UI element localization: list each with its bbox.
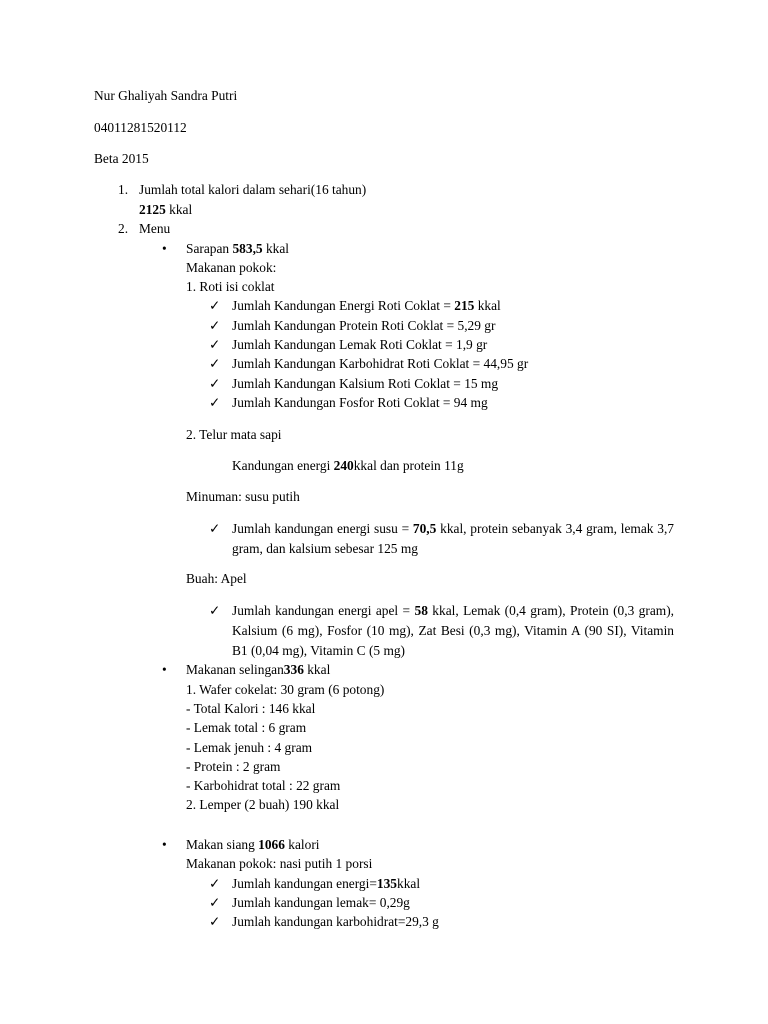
selingan-line: - Protein : 2 gram bbox=[186, 759, 281, 774]
check-icon: ✓ bbox=[209, 603, 221, 618]
susu-detail: Jumlah kandungan energi susu = 70,5 kkal, protein sebanyak 3,4 gram, lemak 3,7 gram, dan kalsium sebesar 125 mg bbox=[232, 521, 674, 556]
list-number: 2. bbox=[118, 221, 129, 236]
list-number: 1. bbox=[118, 182, 129, 197]
telur-detail: Kandungan energi 240kkal dan protein 11g bbox=[232, 458, 464, 473]
minuman-title: Minuman: susu putih bbox=[186, 489, 300, 504]
check-icon: ✓ bbox=[209, 895, 221, 910]
apel-detail: Jumlah kandungan energi apel = 58 kkal, Lemak (0,4 gram), Protein (0,3 gram), Kalsium (6 mg), Fosfor (10 mg), Zat Besi (0,3 mg), Vitamin A (90 SI), Vitamin B1 (0,04 mg), Vitamin C (5 mg) bbox=[232, 603, 675, 658]
selingan-line: 2. Lemper (2 buah) 190 kkal bbox=[186, 797, 340, 812]
check-icon: ✓ bbox=[209, 337, 221, 352]
list-item: Jumlah kandungan energi=135kkal bbox=[232, 876, 421, 891]
list-item: Jumlah Kandungan Karbohidrat Roti Coklat = 44,95 gr bbox=[232, 356, 529, 371]
list-item: Jumlah kandungan karbohidrat=29,3 g bbox=[232, 914, 439, 929]
item1-text: Jumlah total kalori dalam sehari(16 tahun) bbox=[139, 182, 367, 197]
list-item: Jumlah kandungan lemak= 0,29g bbox=[232, 895, 410, 910]
list-item: Jumlah Kandungan Protein Roti Coklat = 5,29 gr bbox=[232, 318, 496, 333]
roti-title: 1. Roti isi coklat bbox=[186, 279, 275, 294]
author-name: Nur Ghaliyah Sandra Putri bbox=[94, 88, 238, 103]
item1-value: 2125 kkal bbox=[139, 202, 193, 217]
selingan-line: - Karbohidrat total : 22 gram bbox=[186, 778, 341, 793]
item2-text: Menu bbox=[139, 221, 171, 236]
check-icon: ✓ bbox=[209, 376, 221, 391]
selingan-heading: Makanan selingan336 kkal bbox=[186, 662, 331, 677]
check-icon: ✓ bbox=[209, 914, 221, 929]
check-icon: ✓ bbox=[209, 356, 221, 371]
bullet-icon: • bbox=[162, 241, 167, 256]
bullet-icon: • bbox=[162, 662, 167, 677]
siang-heading: Makan siang 1066 kalori bbox=[186, 837, 320, 852]
list-item: Jumlah Kandungan Kalsium Roti Coklat = 15 mg bbox=[232, 376, 499, 391]
makanan-pokok-label: Makanan pokok: bbox=[186, 260, 277, 275]
list-item: Jumlah Kandungan Energi Roti Coklat = 215 kkal bbox=[232, 298, 501, 313]
siang-pokok: Makanan pokok: nasi putih 1 porsi bbox=[186, 856, 373, 871]
selingan-line: - Total Kalori : 146 kkal bbox=[186, 701, 316, 716]
selingan-line: - Lemak total : 6 gram bbox=[186, 720, 307, 735]
check-icon: ✓ bbox=[209, 318, 221, 333]
check-icon: ✓ bbox=[209, 521, 221, 536]
check-icon: ✓ bbox=[209, 395, 221, 410]
list-item: Jumlah Kandungan Lemak Roti Coklat = 1,9 gr bbox=[232, 337, 488, 352]
telur-title: 2. Telur mata sapi bbox=[186, 427, 282, 442]
buah-title: Buah: Apel bbox=[186, 571, 247, 586]
list-item: Jumlah Kandungan Fosfor Roti Coklat = 94 mg bbox=[232, 395, 488, 410]
check-icon: ✓ bbox=[209, 876, 221, 891]
selingan-line: 1. Wafer cokelat: 30 gram (6 potong) bbox=[186, 682, 385, 697]
check-icon: ✓ bbox=[209, 298, 221, 313]
selingan-line: - Lemak jenuh : 4 gram bbox=[186, 740, 313, 755]
bullet-icon: • bbox=[162, 837, 167, 852]
student-id: 04011281520112 bbox=[94, 120, 187, 135]
class-label: Beta 2015 bbox=[94, 151, 149, 166]
sarapan-heading: Sarapan 583,5 kkal bbox=[186, 241, 290, 256]
